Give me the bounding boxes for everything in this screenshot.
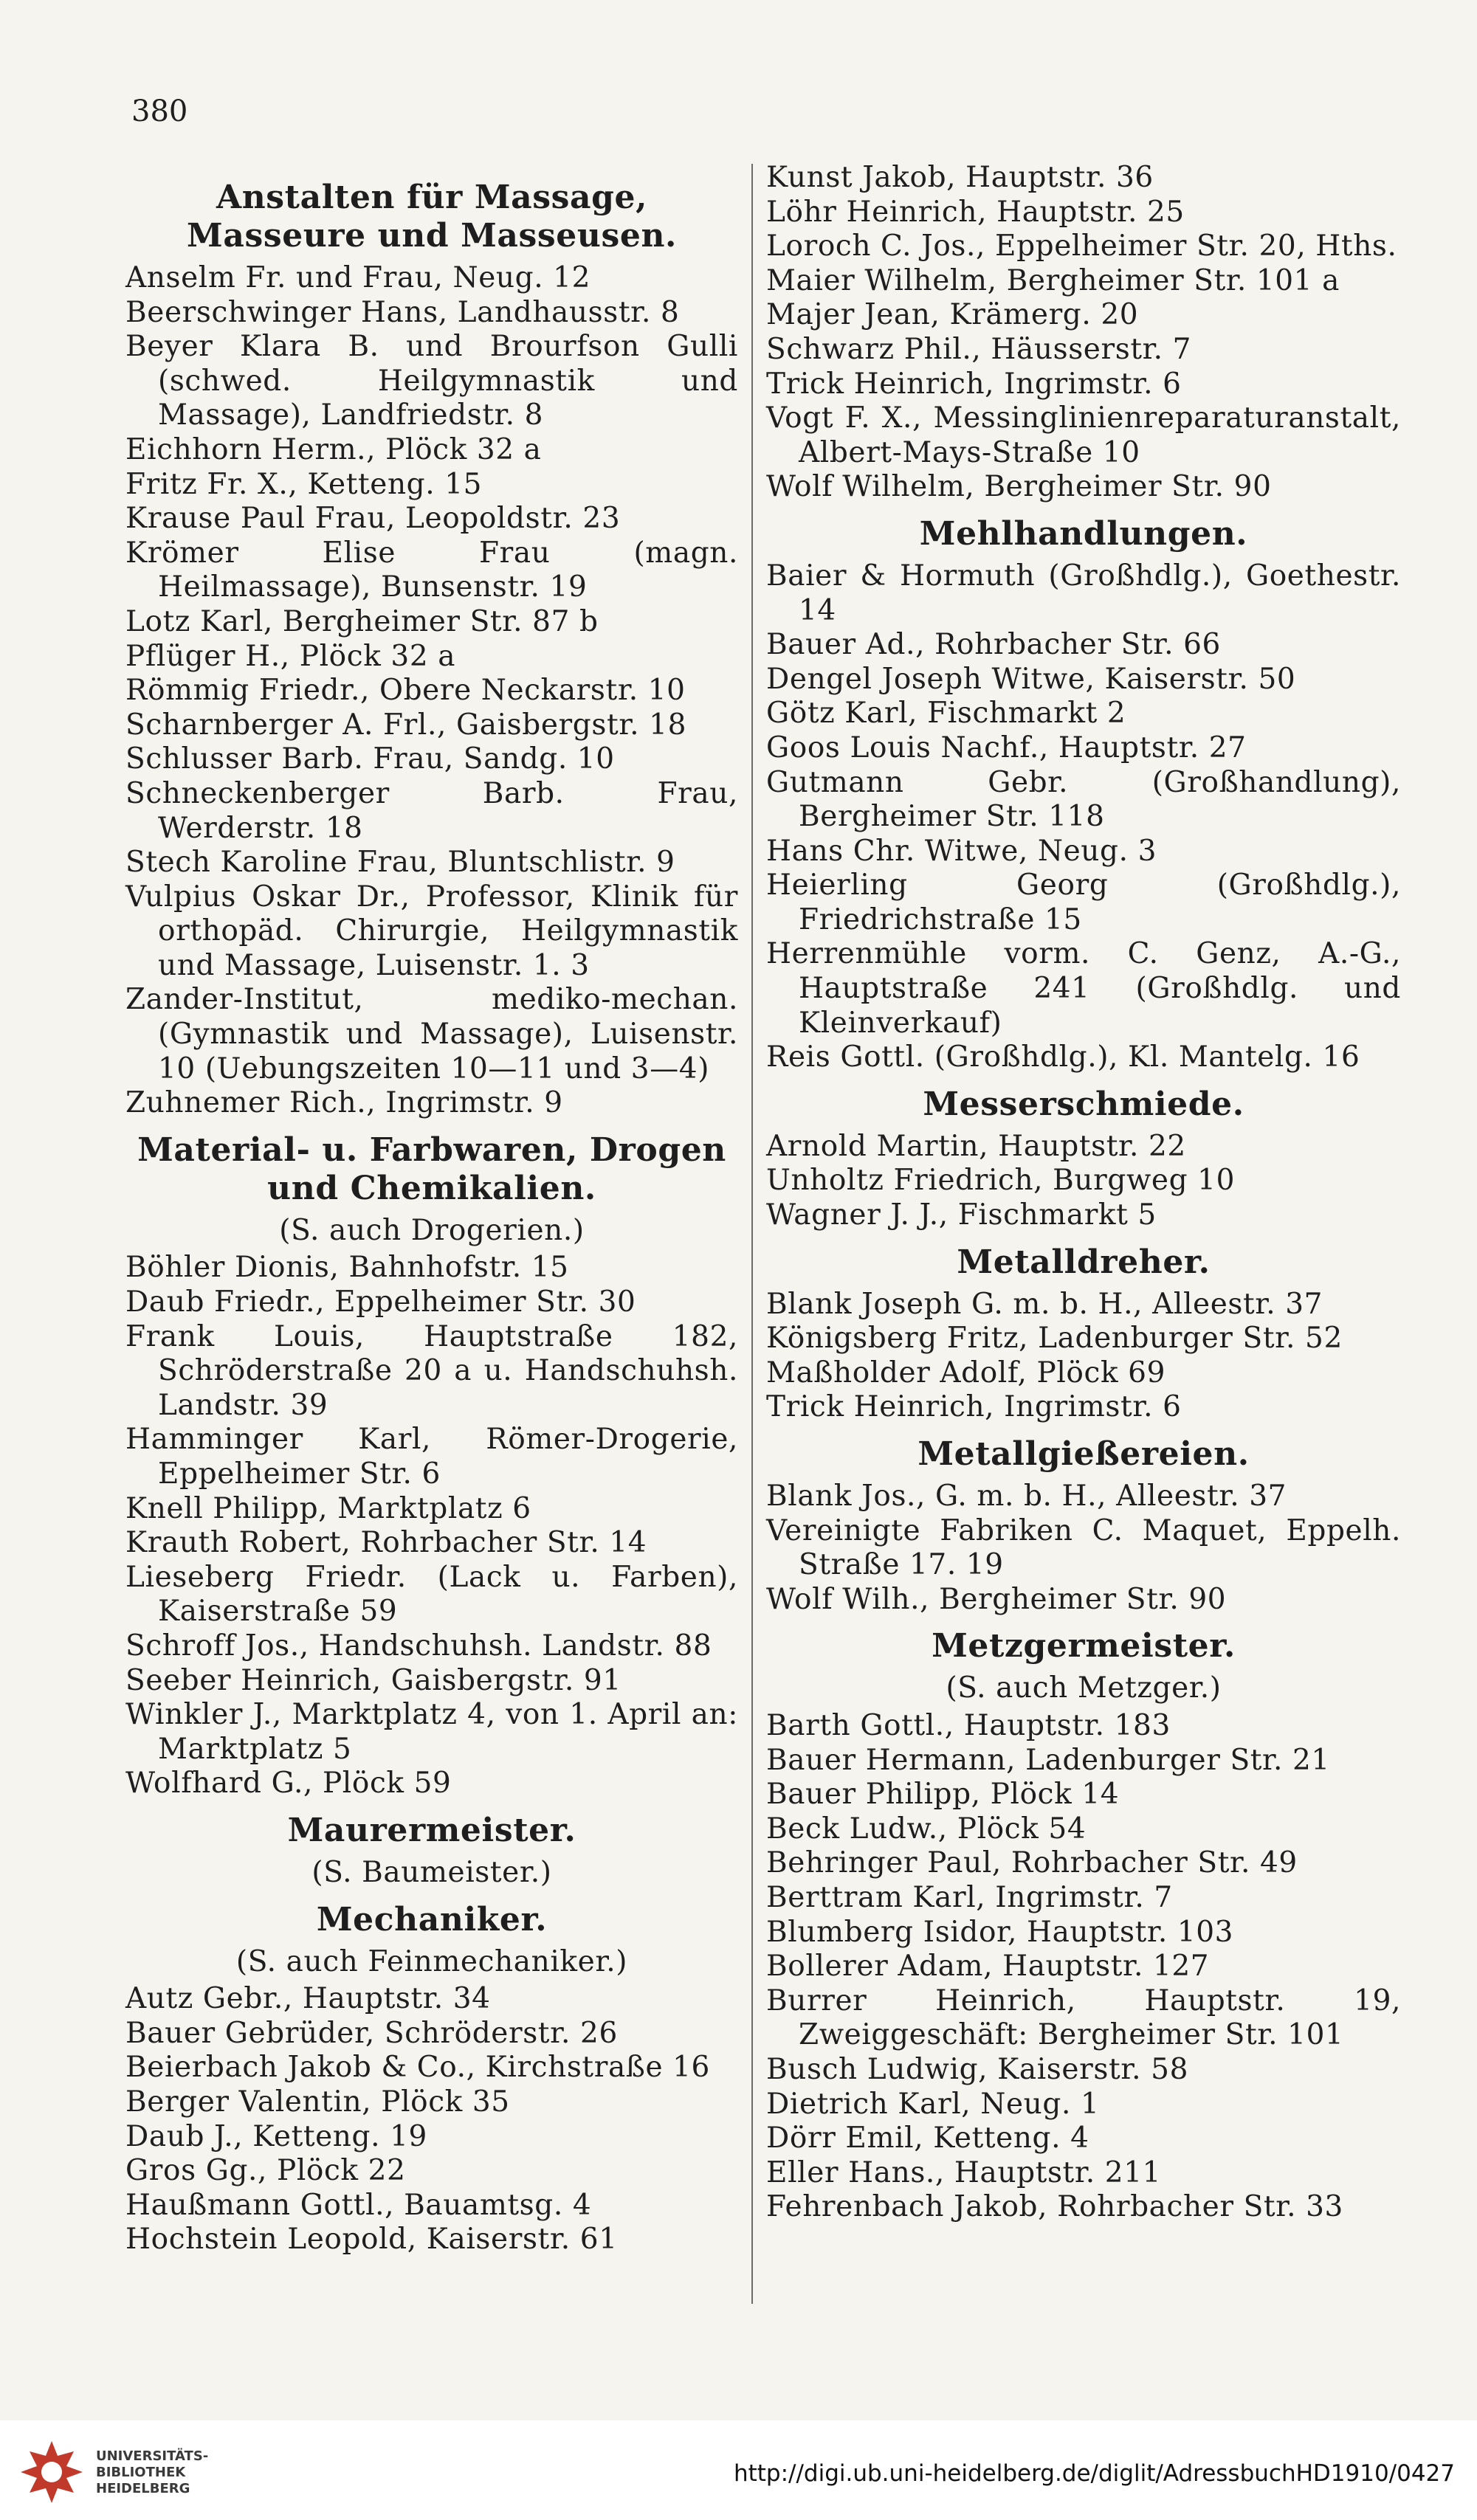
directory-entry: Beierbach Jakob & Co., Kirchstraße 16 (125, 2051, 710, 2085)
directory-entry: Goos Louis Nachf., Hauptstr. 27 (766, 731, 1247, 764)
directory-entry: Heierling Georg (Großhdlg.), Friedrichstraße 15 (766, 869, 1401, 936)
directory-entry: Daub Friedr., Eppelheimer Str. 30 (125, 1285, 636, 1319)
directory-entry: Wolf Wilhelm, Bergheimer Str. 90 (766, 470, 1272, 504)
directory-entry: Berttram Karl, Ingrimstr. 7 (766, 1880, 1173, 1914)
directory-entry: Pflüger H., Plöck 32 a (125, 639, 456, 673)
library-name-line: HEIDELBERG (96, 2481, 190, 2496)
directory-entry: Knell Philipp, Marktplatz 6 (125, 1491, 531, 1525)
directory-entry: Hamminger Karl, Römer-Drogerie, Eppelheimer Str. 6 (125, 1423, 738, 1491)
directory-entry: Blank Joseph G. m. b. H., Alleestr. 37 (766, 1287, 1323, 1321)
directory-entry: Dengel Joseph Witwe, Kaiserstr. 50 (766, 662, 1296, 696)
directory-entry: Barth Gottl., Hauptstr. 183 (766, 1708, 1171, 1742)
directory-entry: Schneckenberger Barb. Frau, Werderstr. 18 (125, 776, 738, 845)
section-note: (S. auch Metzger.) (946, 1671, 1222, 1705)
directory-entry: Wolf Wilh., Bergheimer Str. 90 (766, 1582, 1227, 1616)
directory-entry: Vulpius Oskar Dr., Professor, Klinik für orthopäd. Chirurgie, Heilgymnastik und Massage, Luisenstr. 1. 3 (125, 880, 738, 982)
directory-entry: Schroff Jos., Handschuhsh. Landstr. 88 (125, 1629, 712, 1663)
directory-section (766, 161, 1401, 505)
source-url-link[interactable]: http://digi.ub.uni-heidelberg.de/diglit/AdressbuchHD1910/0427 (733, 2460, 1455, 2487)
directory-section (766, 1435, 1401, 1617)
section-note: (S. auch Drogerien.) (279, 1213, 585, 1247)
directory-entry: Kunst Jakob, Hauptstr. 36 (766, 161, 1154, 194)
section-heading: Messerschmiede. (923, 1085, 1244, 1123)
directory-entry: Scharnberger A. Frl., Gaisbergstr. 18 (125, 708, 687, 742)
directory-entry: Busch Ludwig, Kaiserstr. 58 (766, 2052, 1189, 2086)
directory-entry: Zander-Institut, mediko-mechan. (Gymnastik und Massage), Luisenstr. 10 (Uebungszeiten 10—11 und 3—4) (125, 983, 738, 1085)
directory-entry: Schwarz Phil., Häusserstr. 7 (766, 332, 1191, 366)
directory-entry: Götz Karl, Fischmarkt 2 (766, 697, 1126, 731)
right-column (766, 161, 1401, 2225)
directory-entry: Eichhorn Herm., Plöck 32 a (125, 432, 542, 466)
library-name-line: BIBLIOTHEK (96, 2465, 186, 2480)
directory-entry: Loroch C. Jos., Eppelheimer Str. 20, Hths. (766, 229, 1397, 263)
directory-entry: Lieseberg Friedr. (Lack u. Farben), Kaiserstraße 59 (125, 1560, 738, 1629)
directory-entry: Reis Gottl. (Großhdlg.), Kl. Mantelg. 16 (766, 1040, 1360, 1074)
directory-entry: Baier & Hormuth (Großhdlg.), Goethestr. 14 (766, 559, 1401, 627)
directory-entry: Hochstein Leopold, Kaiserstr. 61 (125, 2223, 618, 2257)
directory-entry: Königsberg Fritz, Ladenburger Str. 52 (766, 1322, 1343, 1356)
column-divider (751, 164, 753, 2304)
directory-entry: Winkler J., Marktplatz 4, von 1. April an: Marktplatz 5 (125, 1698, 738, 1766)
directory-entry: Bollerer Adam, Hauptstr. 127 (766, 1950, 1210, 1984)
directory-entry: Krömer Elise Frau (magn. Heilmassage), Bunsenstr. 19 (125, 536, 738, 604)
section-heading: Mechaniker. (316, 1900, 548, 1939)
directory-entry: Beck Ludw., Plöck 54 (766, 1812, 1087, 1846)
directory-entry: Unholtz Friedrich, Burgweg 10 (766, 1164, 1236, 1198)
directory-entry: Dietrich Karl, Neug. 1 (766, 2087, 1100, 2121)
directory-entry: Löhr Heinrich, Hauptstr. 25 (766, 195, 1185, 229)
directory-entry: Daub J., Ketteng. 19 (125, 2119, 427, 2153)
directory-entry: Maßholder Adolf, Plöck 69 (766, 1356, 1166, 1390)
directory-entry: Blumberg Isidor, Hauptstr. 103 (766, 1915, 1234, 1949)
directory-entry: Lotz Karl, Bergheimer Str. 87 b (125, 604, 599, 638)
directory-entry: Trick Heinrich, Ingrimstr. 6 (766, 367, 1182, 401)
directory-entry: Burrer Heinrich, Hauptstr. 19, Zweiggeschäft: Bergheimer Str. 101 (766, 1984, 1401, 2052)
directory-section (766, 1085, 1401, 1233)
directory-entry: Berger Valentin, Plöck 35 (125, 2085, 510, 2119)
section-heading: Maurermeister. (287, 1811, 576, 1849)
left-column (125, 168, 738, 2257)
directory-entry: Eller Hans., Hauptstr. 211 (766, 2155, 1162, 2189)
directory-section (766, 1627, 1401, 2225)
directory-entry: Krause Paul Frau, Leopoldstr. 23 (125, 502, 621, 536)
directory-entry: Beerschwinger Hans, Landhausstr. 8 (125, 295, 680, 329)
directory-entry: Wolfhard G., Plöck 59 (125, 1767, 452, 1801)
section-heading: Anstalten für Massage, Masseure und Masseusen. (187, 179, 677, 255)
directory-entry: Dörr Emil, Ketteng. 4 (766, 2122, 1089, 2155)
directory-entry: Autz Gebr., Hauptstr. 34 (125, 1982, 491, 2016)
page-number: 380 (131, 94, 188, 128)
directory-entry: Fritz Fr. X., Ketteng. 15 (125, 467, 483, 501)
directory-entry: Schlusser Barb. Frau, Sandg. 10 (125, 742, 615, 776)
section-heading: Material- u. Farbwaren, Drogen und Chemikalien. (137, 1130, 726, 1207)
section-heading: Metzgermeister. (932, 1627, 1236, 1665)
directory-entry: Frank Louis, Hauptstraße 182, Schröderstraße 20 a u. Handschuhsh. Landstr. 39 (125, 1319, 738, 1422)
directory-entry: Gros Gg., Plöck 22 (125, 2154, 406, 2188)
directory-section (125, 1131, 738, 1801)
directory-entry: Bauer Philipp, Plöck 14 (766, 1778, 1120, 1812)
section-note: (S. auch Feinmechaniker.) (235, 1944, 628, 1978)
directory-section (125, 1901, 738, 2257)
directory-entry: Bauer Gebrüder, Schröderstr. 26 (125, 2016, 618, 2050)
directory-entry: Beyer Klara B. und Brourfson Gulli (schwed. Heilgymnastik und Massage), Landfriedstr. 8 (125, 330, 738, 432)
directory-entry: Arnold Martin, Hauptstr. 22 (766, 1129, 1186, 1163)
directory-entry: Majer Jean, Krämerg. 20 (766, 298, 1139, 332)
directory-entry: Haußmann Gottl., Bauamtsg. 4 (125, 2188, 592, 2222)
directory-entry: Römmig Friedr., Obere Neckarstr. 10 (125, 674, 686, 708)
directory-entry: Bauer Ad., Rohrbacher Str. 66 (766, 628, 1221, 662)
directory-entry: Anselm Fr. und Frau, Neug. 12 (125, 261, 591, 294)
section-note: (S. Baumeister.) (311, 1855, 552, 1889)
directory-entry: Fehrenbach Jakob, Rohrbacher Str. 33 (766, 2190, 1343, 2224)
directory-section (766, 515, 1401, 1075)
university-seal-icon (15, 2435, 89, 2509)
directory-entry: Wagner J. J., Fischmarkt 5 (766, 1198, 1157, 1232)
directory-entry: Krauth Robert, Rohrbacher Str. 14 (125, 1526, 647, 1560)
section-heading: Mehlhandlungen. (919, 514, 1248, 553)
directory-entry: Seeber Heinrich, Gaisbergstr. 91 (125, 1663, 622, 1697)
directory-entry: Bauer Hermann, Ladenburger Str. 21 (766, 1743, 1330, 1777)
directory-entry: Vogt F. X., Messinglinienreparaturanstalt, Albert-Mays-Straße 10 (766, 401, 1401, 469)
section-heading: Metalldreher. (957, 1243, 1211, 1281)
directory-entry: Herrenmühle vorm. C. Genz, A.-G., Hauptstraße 241 (Großhdlg. und Kleinverkauf) (766, 937, 1401, 1040)
directory-entry: Behringer Paul, Rohrbacher Str. 49 (766, 1846, 1298, 1880)
directory-entry: Vereinigte Fabriken C. Maquet, Eppelh. Straße 17. 19 (766, 1513, 1401, 1582)
directory-entry: Stech Karoline Frau, Bluntschlistr. 9 (125, 846, 675, 880)
directory-entry: Gutmann Gebr. (Großhandlung), Bergheimer Str. 118 (766, 765, 1401, 834)
directory-entry: Trick Heinrich, Ingrimstr. 6 (766, 1390, 1182, 1424)
directory-section (125, 179, 738, 1121)
directory-entry: Zuhnemer Rich., Ingrimstr. 9 (125, 1086, 563, 1120)
library-name (96, 2448, 208, 2497)
directory-entry: Böhler Dionis, Bahnhofstr. 15 (125, 1251, 569, 1285)
directory-entry: Blank Jos., G. m. b. H., Alleestr. 37 (766, 1480, 1287, 1513)
directory-section (125, 1812, 738, 1891)
directory-section (766, 1243, 1401, 1425)
library-name-line: UNIVERSITÄTS- (96, 2448, 209, 2464)
section-heading: Metallgießereien. (917, 1435, 1250, 1473)
directory-entry: Hans Chr. Witwe, Neug. 3 (766, 834, 1157, 868)
directory-entry: Maier Wilhelm, Bergheimer Str. 101 a (766, 263, 1340, 297)
